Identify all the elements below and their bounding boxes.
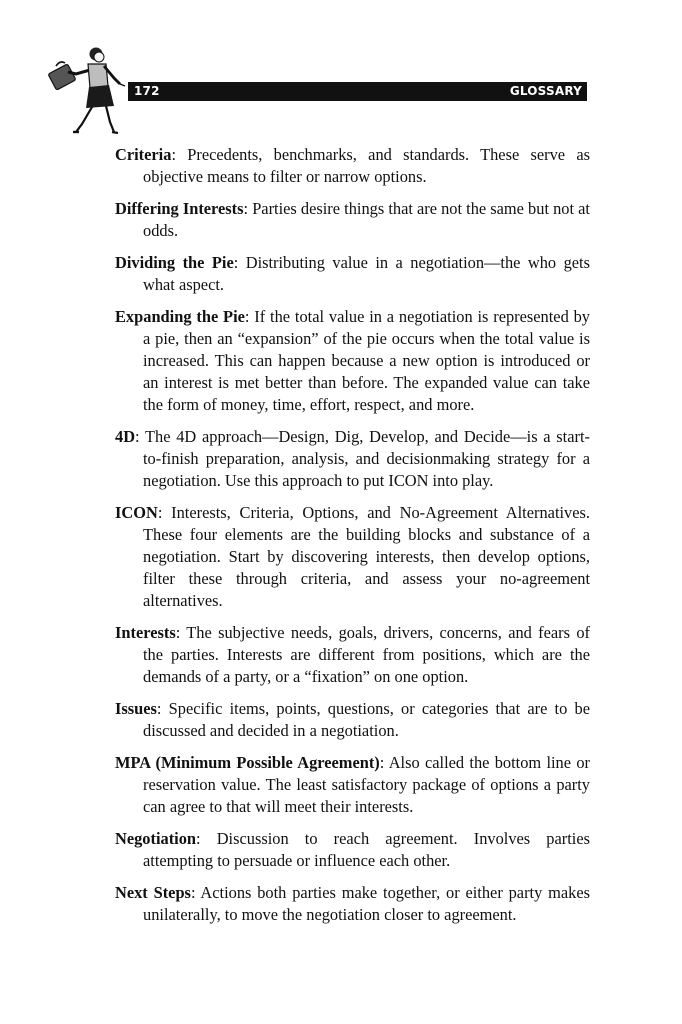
glossary-entry-negotiation xyxy=(115,828,590,872)
glossary-definition: : Parties desire things that are not the same but not at odds. xyxy=(143,199,590,240)
glossary-entry-4d xyxy=(115,426,590,492)
glossary-term: ICON xyxy=(115,503,158,522)
glossary-term: Dividing the Pie xyxy=(115,253,234,272)
glossary-entry-mpa xyxy=(115,752,590,818)
page-number: 172 xyxy=(134,84,160,98)
briefcase-icon xyxy=(48,62,76,90)
glossary-entry-interests xyxy=(115,622,590,688)
glossary-definition: : The subjective needs, goals, drivers, concerns, and fears of the parties. Interests are different from positions, which are the demands of a party, or a “fixation” on one option. xyxy=(143,623,590,686)
glossary-term: Criteria xyxy=(115,145,172,164)
glossary-entry-issues xyxy=(115,698,590,742)
glossary-definition: : Discussion to reach agreement. Involves parties attempting to persuade or influence each other. xyxy=(143,829,590,870)
glossary-entry-next-steps xyxy=(115,882,590,926)
glossary-term: 4D xyxy=(115,427,136,446)
glossary-definition: : Precedents, benchmarks, and standards. These serve as objective means to filter or narrow options. xyxy=(143,145,590,186)
glossary-entry-icon xyxy=(115,502,590,612)
glossary-definition: : Specific items, points, questions, or categories that are to be discussed and decided in a negotiation. xyxy=(143,699,590,740)
glossary-definition: : Interests, Criteria, Options, and No-Agreement Alternatives. These four elements are the building blocks and substance of a negotiation. Start by discovering interests, then develop options, filter these through criteria, and assess your no-agreement alternatives. xyxy=(143,503,590,610)
section-title: GLOSSARY xyxy=(509,84,582,98)
glossary-term: Next Steps xyxy=(115,883,191,902)
glossary-definition: : Also called the bottom line or reservation value. The least satisfactory package of options a party can agree to that will meet their interests. xyxy=(143,753,590,816)
glossary-term: MPA (Minimum Possible Agreement) xyxy=(115,753,380,772)
glossary-entry-criteria xyxy=(115,144,590,188)
glossary-term: Expanding the Pie xyxy=(115,307,245,326)
glossary-list xyxy=(115,144,590,936)
glossary-term: Differing Interests xyxy=(115,199,244,218)
glossary-term: Interests xyxy=(115,623,176,642)
glossary-entry-dividing-the-pie xyxy=(115,252,590,296)
businesswoman-with-briefcase-icon xyxy=(44,44,134,136)
glossary-definition: : The 4D approach—Design, Dig, Develop, and Decide—is a start-to-finish preparation, analysis, and decisionmaking strategy for a negotiation. Use this approach to put ICON into play. xyxy=(135,427,590,490)
running-header xyxy=(128,82,587,101)
glossary-definition: : Distributing value in a negotiation—the who gets what aspect. xyxy=(143,253,590,294)
glossary-entry-differing-interests xyxy=(115,198,590,242)
glossary-definition: : Actions both parties make together, or either party makes unilaterally, to move the negotiation closer to agreement. xyxy=(143,883,590,924)
glossary-term: Negotiation xyxy=(115,829,197,848)
glossary-term: Issues xyxy=(115,699,157,718)
glossary-definition: : If the total value in a negotiation is represented by a pie, then an “expansion” of the pie occurs when the total value is increased. This can happen because a new option is introduced or an interest is met better than before. The expanded value can take the form of money, time, effort, respect, and more. xyxy=(143,307,590,414)
glossary-entry-expanding-the-pie xyxy=(115,306,590,416)
